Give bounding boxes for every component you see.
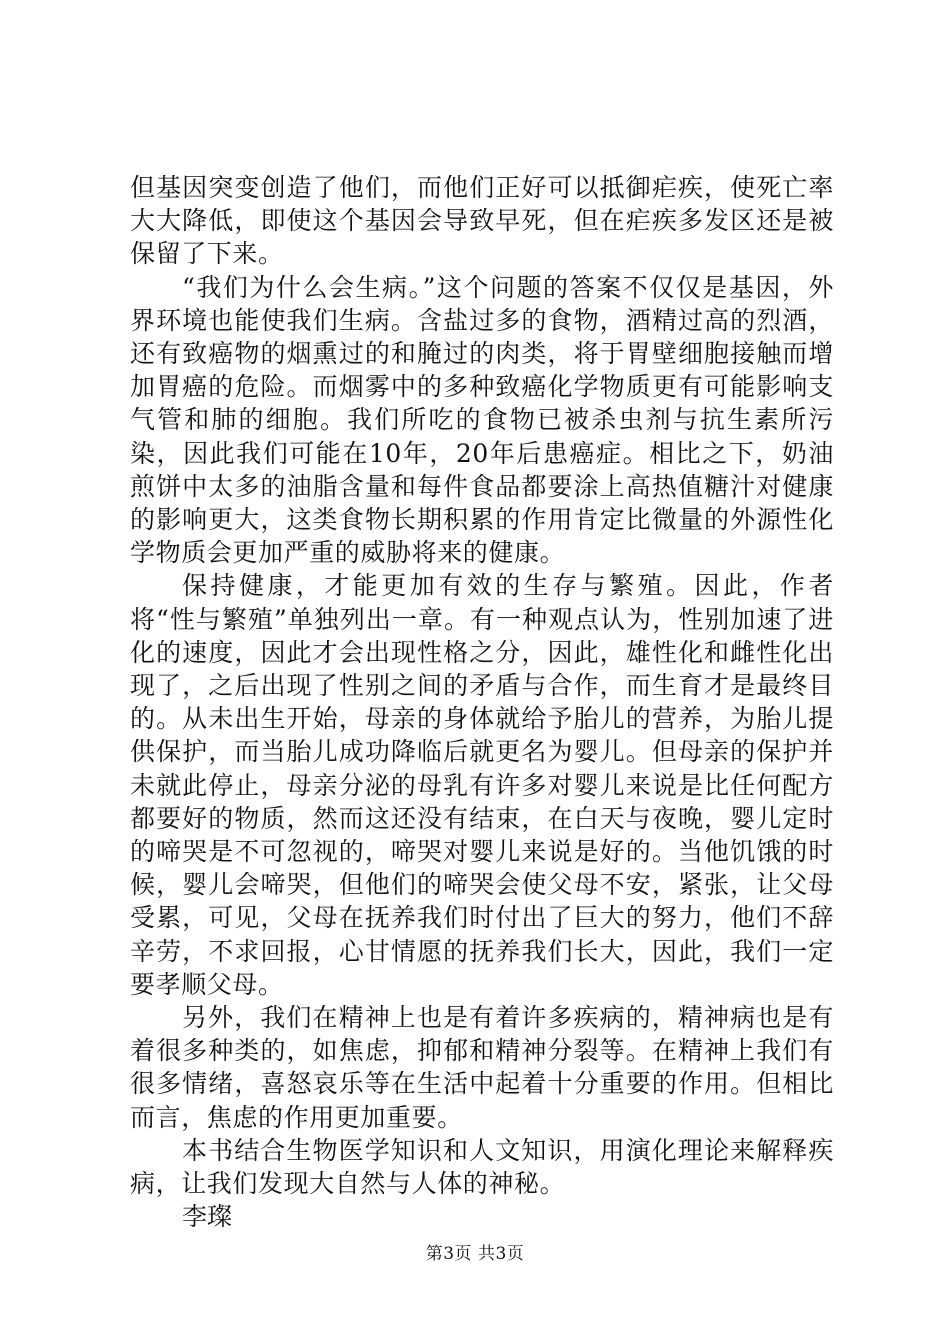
page-number-label: 第3页 共3页 [425, 1244, 525, 1264]
document-body [130, 171, 834, 1234]
paragraph-why-we-get-sick: “我们为什么会生病。”这个问题的答案不仅仅是基因，外界环境也能使我们生病。含盐过多的食物，酒精过高的烈酒，还有致癌物的烟熏过的和腌过的肉类，将于胃壁细胞接触而增加胃癌的危险。而烟雾中的多种致癌化学物质更有可能影响支气管和肺的细胞。我们所吃的食物已被杀虫剂与抗生素所污染，因此我们可能在10年，20年后患癌症。相比之下，奶油煎饼中太多的油脂含量和每件食品都要涂上高热值糖汁对健康的影响更大，这类食物长期积累的作用肯定比微量的外源性化学物质会更加严重的威胁将来的健康。 [130, 272, 834, 568]
page-footer [0, 1243, 950, 1265]
paragraph-conclusion: 本书结合生物医学知识和人文知识，用演化理论来解释疾病，让我们发现大自然与人体的神秘。 [130, 1135, 834, 1199]
author-name: 李璨 [182, 1202, 233, 1232]
paragraph-continuation: 但基因突变创造了他们，而他们正好可以抵御疟疾，使死亡率大大降低，即使这个基因会导致早死，但在疟疾多发区还是被保留了下来。 [130, 173, 834, 269]
paragraph-health-and-reproduction: 保持健康，才能更加有效的生存与繁殖。因此，作者将“性与繁殖”单独列出一章。有一种观点认为，性别加速了进化的速度，因此才会出现性格之分，因此，雄性化和雌性化出现了，之后出现了性别之间的矛盾与合作，而生育才是最终目的。从未出生开始，母亲的身体就给予胎儿的营养，为胎儿提供保护，而当胎儿成功降临后就更名为婴儿。但母亲的保护并未就此停止，母亲分泌的母乳有许多对婴儿来说是比任何配方都要好的物质，然而这还没有结束，在白天与夜晚，婴儿定时的啼哭是不可忽视的，啼哭对婴儿来说是好的。当他饥饿的时候，婴儿会啼哭，但他们的啼哭会使父母不安，紧张，让父母受累，可见，父母在抚养我们时付出了巨大的努力，他们不辞辛劳，不求回报，心甘情愿的抚养我们长大，因此，我们一定要孝顺父母。 [130, 571, 834, 999]
paragraph-mental-illness: 另外，我们在精神上也是有着许多疾病的，精神病也是有着很多种类的，如焦虑，抑郁和精神分裂等。在精神上我们有很多情绪，喜怒哀乐等在生活中起着十分重要的作用。但相比而言，焦虑的作用更加重要。 [130, 1003, 834, 1132]
